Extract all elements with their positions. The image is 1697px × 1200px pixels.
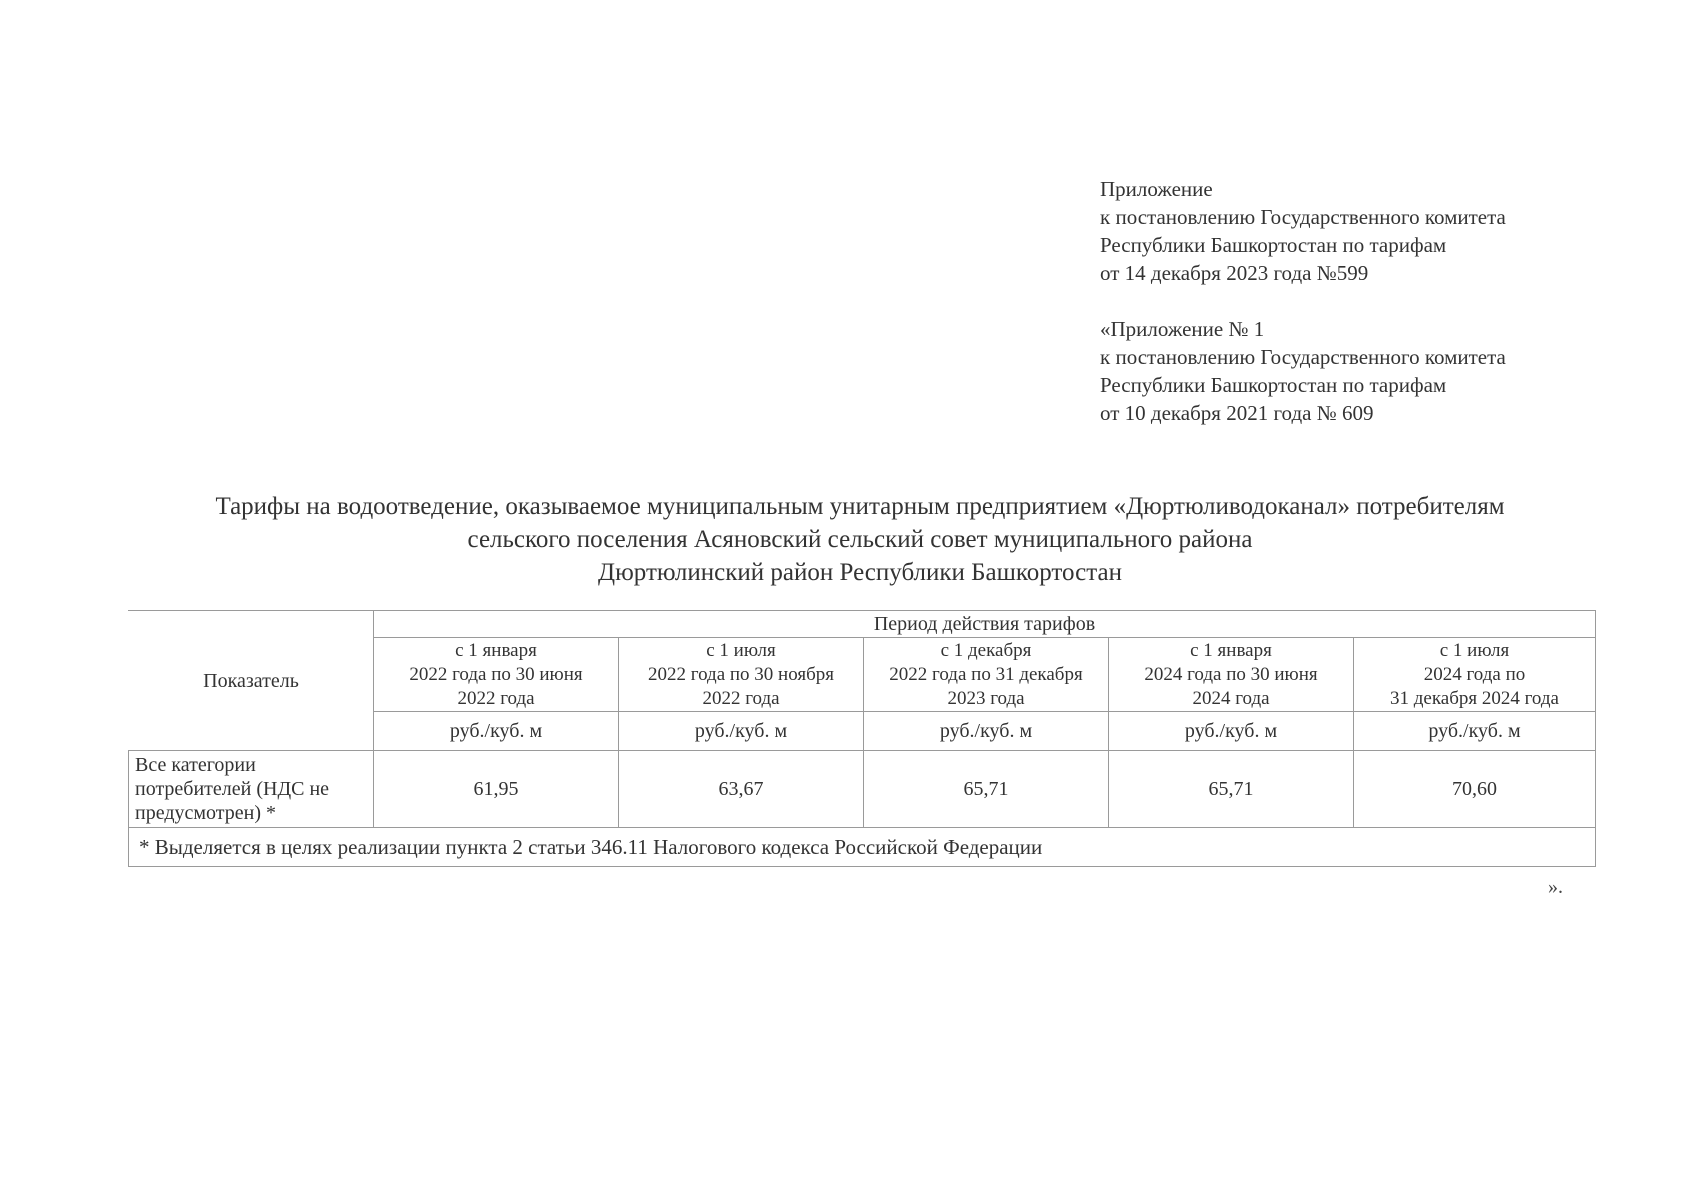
appendix-line: от 10 декабря 2021 года № 609 [1100, 401, 1374, 425]
row-label [129, 751, 374, 828]
period-line: 2022 года по 30 ноября [648, 663, 834, 685]
appendix-line: к постановлению Государственного комитета [1100, 345, 1506, 369]
tariff-value: 65,71 [864, 751, 1109, 828]
unit-cell: руб./куб. м [1354, 712, 1596, 751]
period-line: 2024 года [1192, 687, 1270, 709]
period-column-header [1354, 638, 1596, 712]
period-column-header [374, 638, 619, 712]
indicator-header: Показатель [129, 611, 374, 751]
appendix-line: «Приложение № 1 [1100, 317, 1265, 341]
tariff-value: 61,95 [374, 751, 619, 828]
period-line: 2022 года [457, 687, 535, 709]
unit-cell: руб./куб. м [1109, 712, 1354, 751]
title-line: сельского поселения Асяновский сельский совет муниципального района [467, 526, 1253, 553]
appendix-reference-original [1100, 315, 1506, 427]
period-line: 2024 года по 30 июня [1144, 663, 1318, 685]
period-line: с 1 января [1190, 639, 1272, 661]
period-line: 2023 года [947, 687, 1025, 709]
appendix-line: Республики Башкортостан по тарифам [1100, 233, 1447, 257]
period-line: 2022 года [702, 687, 780, 709]
period-header: Период действия тарифов [374, 611, 1596, 638]
appendix-line: Республики Башкортостан по тарифам [1100, 373, 1447, 397]
closing-quote-mark: ». [1548, 876, 1563, 898]
period-line: 2022 года по 31 декабря [889, 663, 1083, 685]
period-line: с 1 декабря [940, 639, 1032, 661]
row-label-line: потребителей (НДС не [135, 778, 330, 800]
table-row [129, 751, 1596, 828]
appendix-line: к постановлению Государственного комитета [1100, 205, 1506, 229]
tariff-value: 65,71 [1109, 751, 1354, 828]
document-title [120, 490, 1600, 589]
period-line: с 1 июля [706, 639, 776, 661]
tariff-value: 70,60 [1354, 751, 1596, 828]
row-label-line: Все категории [135, 754, 256, 776]
appendix-line: от 14 декабря 2023 года №599 [1100, 261, 1369, 285]
unit-cell: руб./куб. м [619, 712, 864, 751]
period-line: 2024 года по [1423, 663, 1526, 685]
title-line: Дюртюлинский район Республики Башкортостан [598, 559, 1122, 586]
tariff-value: 63,67 [619, 751, 864, 828]
title-line: Тарифы на водоотведение, оказываемое муниципальным унитарным предприятием «Дюртюливодоканал» потребителям [215, 493, 1505, 520]
appendix-reference-current [1100, 175, 1506, 287]
tariff-table [128, 610, 1596, 867]
period-line: с 1 июля [1439, 639, 1510, 661]
unit-cell: руб./куб. м [374, 712, 619, 751]
period-column-header [619, 638, 864, 712]
period-column-header [864, 638, 1109, 712]
period-column-header [1109, 638, 1354, 712]
period-line: с 1 января [455, 639, 537, 661]
period-line: 31 декабря 2024 года [1389, 687, 1559, 709]
period-line: 2022 года по 30 июня [409, 663, 583, 685]
unit-cell: руб./куб. м [864, 712, 1109, 751]
table-footnote: * Выделяется в целях реализации пункта 2 статьи 346.11 Налогового кодекса Российской Федерации [129, 828, 1596, 867]
row-label-line: предусмотрен) * [135, 802, 276, 824]
appendix-line: Приложение [1100, 177, 1213, 201]
